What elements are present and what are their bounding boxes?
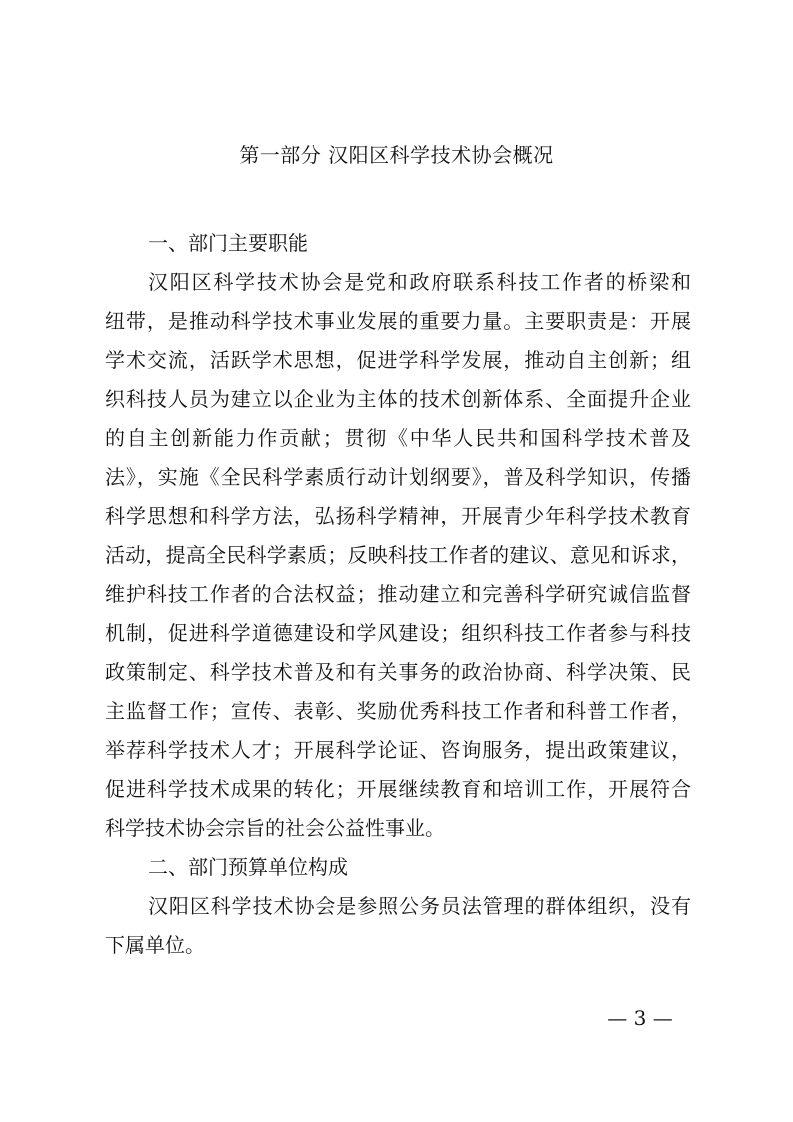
paragraph-line: 法》，实施《全民科学素质行动计划纲要》，普及科学知识，传播 <box>105 465 691 489</box>
paragraph-line: 机制，促进科学道德建设和学风建设；组织科技工作者参与科技 <box>105 621 691 645</box>
paragraph-line: 维护科技工作者的合法权益；推动建立和完善科学研究诚信监督 <box>105 582 691 606</box>
paragraph-line: 科学思想和科学方法，弘扬科学精神，开展青少年科学技术教育 <box>105 504 691 528</box>
page-number: — 3 — <box>607 1006 673 1030</box>
paragraph-line: 科学技术协会宗旨的社会公益性事业。 <box>105 816 445 840</box>
paragraph-line: 汉阳区科学技术协会是参照公务员法管理的群体组织，没有 <box>148 894 691 918</box>
section-heading-functions: 一、部门主要职能 <box>148 231 308 255</box>
paragraph-line: 政策制定、科学技术普及和有关事务的政治协商、科学决策、民 <box>105 660 691 684</box>
page-title: 第一部分 汉阳区科学技术协会概况 <box>239 143 554 167</box>
paragraph-line: 促进科学技术成果的转化；开展继续教育和培训工作，开展符合 <box>105 777 691 801</box>
section-heading-units: 二、部门预算单位构成 <box>148 855 348 879</box>
paragraph-line: 下属单位。 <box>105 933 205 957</box>
paragraph-line: 的自主创新能力作贡献；贯彻《中华人民共和国科学技术普及 <box>105 426 691 450</box>
paragraph-line: 主监督工作；宣传、表彰、奖励优秀科技工作者和科普工作者， <box>105 699 691 723</box>
paragraph-line: 举荐科学技术人才；开展科学论证、咨询服务，提出政策建议， <box>105 738 691 762</box>
paragraph-line: 汉阳区科学技术协会是党和政府联系科技工作者的桥梁和 <box>148 270 691 294</box>
paragraph-line: 活动，提高全民科学素质；反映科技工作者的建议、意见和诉求， <box>105 543 691 567</box>
paragraph-line: 学术交流，活跃学术思想，促进学科学发展，推动自主创新；组 <box>105 348 691 372</box>
paragraph-line: 织科技人员为建立以企业为主体的技术创新体系、全面提升企业 <box>105 387 691 411</box>
paragraph-line: 纽带，是推动科学技术事业发展的重要力量。主要职责是：开展 <box>105 309 691 333</box>
